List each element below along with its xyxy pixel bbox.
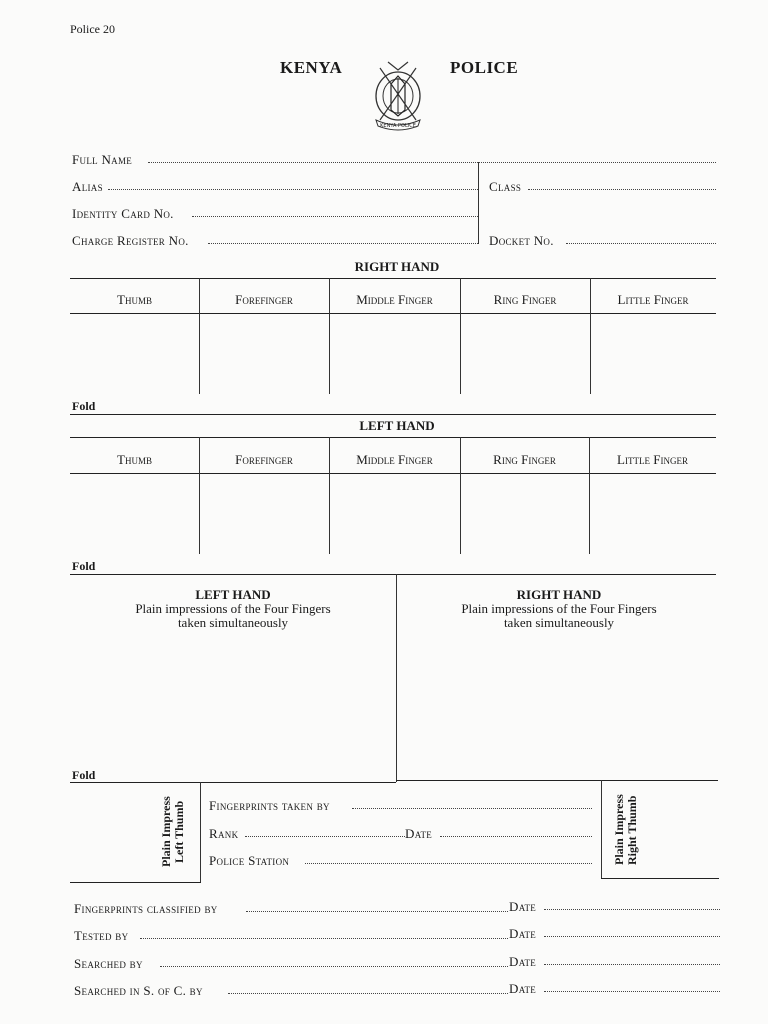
right-little-finger-label: Little Finger	[617, 292, 689, 307]
left-hand-header-line	[70, 473, 716, 474]
left-little-finger-box[interactable]	[590, 475, 715, 553]
searched-in-field[interactable]	[228, 993, 508, 994]
field-divider	[478, 162, 479, 244]
identity-card-field[interactable]	[192, 216, 478, 217]
taken-bottom-line	[70, 882, 201, 883]
left-thumb-impression-box[interactable]	[72, 784, 158, 880]
right-little-finger-box[interactable]	[591, 315, 715, 393]
right-thumb-line1: Plain Impress	[612, 794, 626, 866]
charge-register-field[interactable]	[208, 243, 478, 244]
right-middle-finger-box[interactable]	[330, 315, 459, 393]
right-thumb-label: Thumb	[117, 292, 152, 307]
class-label: Class	[489, 179, 522, 194]
right-thumb-impression-box[interactable]	[644, 782, 716, 876]
police-station-field[interactable]	[305, 863, 592, 864]
searched-date-field[interactable]	[544, 964, 720, 965]
left-little-finger-label: Little Finger	[617, 452, 688, 467]
tested-date-label: Date	[509, 926, 537, 941]
form-number: Police 20	[70, 22, 115, 36]
taken-date-field[interactable]	[440, 836, 592, 837]
right-ring-finger-label: Ring Finger	[493, 292, 557, 307]
tested-date-field[interactable]	[544, 936, 720, 937]
plain-right-hand-title: RIGHT HAND	[516, 587, 602, 602]
tested-by-field[interactable]	[140, 938, 508, 939]
left-hand-top-line	[70, 437, 716, 438]
left-thumb-box-divider	[200, 782, 201, 882]
right-forefinger-box[interactable]	[200, 315, 328, 393]
right-hand-title: RIGHT HAND	[354, 259, 440, 274]
alias-label: Alias	[72, 179, 103, 194]
full-name-label: Full Name	[72, 152, 133, 167]
left-thumb-line1: Plain Impress	[159, 796, 173, 868]
right-thumb-bottom-line	[601, 878, 719, 879]
searched-in-date-label: Date	[509, 981, 537, 996]
plain-left-desc-1: Plain impressions of the Four Fingers	[135, 601, 331, 616]
taken-by-field[interactable]	[352, 808, 592, 809]
left-middle-finger-label: Middle Finger	[356, 452, 433, 467]
left-ring-finger-label: Ring Finger	[493, 452, 556, 467]
kenya-police-crest	[362, 54, 434, 132]
right-hand-top-line	[70, 278, 716, 279]
left-thumb-box[interactable]	[71, 475, 198, 553]
left-hand-title: LEFT HAND	[359, 418, 435, 433]
classified-date-label: Date	[509, 899, 537, 914]
right-forefinger-label: Forefinger	[235, 292, 293, 307]
left-thumb-line2: Left Thumb	[172, 800, 186, 864]
docket-field[interactable]	[566, 243, 716, 244]
right-middle-finger-label: Middle Finger	[356, 292, 433, 307]
svg-text:KENYA POLICE: KENYA POLICE	[380, 123, 416, 129]
searched-date-label: Date	[509, 954, 537, 969]
fold-line-3	[70, 782, 396, 783]
right-thumb-label	[613, 784, 639, 876]
searched-in-label: Searched in S. of C. by	[74, 983, 203, 998]
left-forefinger-box[interactable]	[200, 475, 328, 553]
rank-field[interactable]	[245, 836, 405, 837]
searched-in-date-field[interactable]	[544, 991, 720, 992]
fold-line-2	[70, 574, 716, 575]
left-thumb-label	[160, 786, 186, 878]
searched-by-label: Searched by	[74, 956, 143, 971]
charge-register-label: Charge Register No.	[72, 233, 189, 248]
right-thumb-box-divider	[601, 780, 602, 878]
classified-by-field[interactable]	[246, 911, 508, 912]
plain-left-hand-title: LEFT HAND	[195, 587, 271, 602]
plain-right-impression-area[interactable]	[398, 636, 716, 776]
docket-label: Docket No.	[489, 233, 554, 248]
fold-line-3-right	[396, 780, 718, 781]
police-station-label: Police Station	[209, 853, 290, 868]
fold-label-2: Fold	[72, 559, 96, 573]
header-kenya: KENYA	[280, 58, 343, 77]
fold-label-3: Fold	[72, 768, 96, 782]
classified-date-field[interactable]	[544, 909, 720, 910]
header-police: POLICE	[450, 58, 519, 77]
rank-label: Rank	[209, 826, 239, 841]
right-thumb-box[interactable]	[71, 315, 198, 393]
plain-left-impression-area[interactable]	[71, 636, 395, 776]
fold-label-1: Fold	[72, 399, 96, 413]
taken-date-label: Date	[405, 826, 433, 841]
fold-line-1	[70, 414, 716, 415]
right-hand-header-line	[70, 313, 716, 314]
left-ring-finger-box[interactable]	[461, 475, 588, 553]
right-thumb-line2: Right Thumb	[625, 795, 639, 865]
right-ring-finger-box[interactable]	[461, 315, 589, 393]
full-name-field[interactable]	[148, 162, 716, 163]
searched-by-field[interactable]	[160, 966, 508, 967]
tested-by-label: Tested by	[74, 928, 129, 943]
plain-right-desc-2: taken simultaneously	[503, 615, 615, 630]
left-forefinger-label: Forefinger	[235, 452, 293, 467]
left-middle-finger-box[interactable]	[330, 475, 459, 553]
identity-card-label: Identity Card No.	[72, 206, 174, 221]
plain-left-desc-2: taken simultaneously	[177, 615, 289, 630]
classified-by-label: Fingerprints classified by	[74, 901, 218, 916]
alias-field[interactable]	[108, 189, 478, 190]
class-field[interactable]	[528, 189, 716, 190]
taken-by-label: Fingerprints taken by	[209, 798, 330, 813]
left-thumb-label: Thumb	[117, 452, 152, 467]
plain-right-desc-1: Plain impressions of the Four Fingers	[461, 601, 657, 616]
